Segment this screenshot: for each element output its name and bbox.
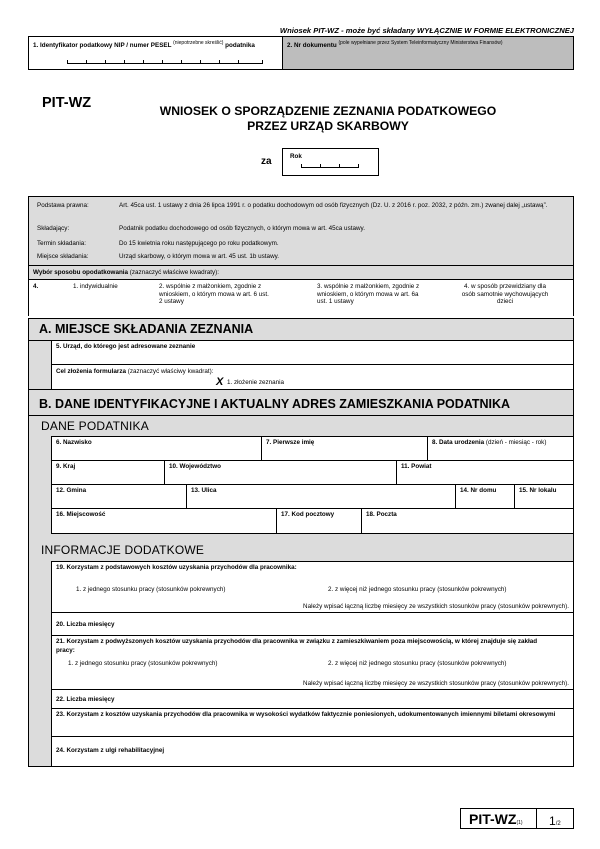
termin-label: Termin składania:	[37, 240, 86, 247]
field-city-label: 16. Miejscowość	[56, 511, 106, 518]
footer-code: PIT-WZ	[469, 811, 517, 827]
section-b-title: B. DANE IDENTYFIKACYJNE I AKTUALNY ADRES ZAMIESZKANIA PODATNIKA	[39, 397, 511, 411]
footer-version: (1)	[516, 820, 523, 826]
increased-costs-months-note: Należy wpisać łączną liczbę miesięcy ze wszystkich stosunków pracy (stosunków pokrewnych).	[303, 680, 569, 687]
field-country-label: 9. Kraj	[56, 463, 76, 470]
field-postal-code[interactable]	[276, 508, 362, 534]
top-note: Wniosek PIT-WZ - może być składany WYŁĄCZNIE W FORMIE ELEKTRONICZNEJ	[279, 26, 574, 35]
taxation-choice-block	[28, 265, 574, 316]
purpose-field	[51, 364, 574, 390]
field-actual-costs-label: 23. Korzystam z kosztów uzyskania przychodów dla pracownika w wysokości wydatków faktycznie poniesionych, udokumentowanych imiennymi biletami okresowymi	[56, 711, 556, 718]
basic-costs-months-note: Należy wpisać łączną liczbę miesięcy ze wszystkich stosunków pracy (stosunków pokrewnych).	[303, 603, 569, 610]
field-months-22[interactable]	[51, 689, 574, 709]
footer-page-total: /2	[555, 821, 561, 827]
miejsce-label: Miejsce składania:	[37, 253, 89, 260]
field-rehabilitation-relief-label: 24. Korzystam z ulgi rehabilitacyjnej	[56, 747, 165, 754]
field-municipality[interactable]	[51, 484, 187, 509]
field-months-20[interactable]	[51, 612, 574, 636]
year-field[interactable]	[282, 148, 379, 176]
field-first-name[interactable]	[261, 436, 428, 461]
field-basic-costs[interactable]	[51, 561, 574, 613]
taxation-option-2[interactable]: 2. wspólnie z małżonkiem, zgodnie z wnioskiem, o którym mowa w art. 6 ust. 2 ustawy	[159, 283, 269, 305]
footer-page-number	[536, 808, 574, 829]
field-rehabilitation-relief[interactable]	[51, 736, 574, 767]
info-block	[28, 196, 574, 266]
field-first-name-label: 7. Pierwsze imię	[266, 439, 315, 446]
field-county[interactable]	[396, 460, 574, 485]
section-a-title: A. MIEJSCE SKŁADANIA ZEZNANIA	[39, 322, 254, 336]
field-birth-date[interactable]	[427, 436, 574, 461]
field-identifier[interactable]	[28, 36, 283, 70]
field-street[interactable]	[186, 484, 456, 509]
taxation-field-num: 4.	[33, 283, 39, 290]
field-county-label: 11. Powiat	[401, 463, 432, 470]
field-surname[interactable]	[51, 436, 262, 461]
subsection-additional-info: INFORMACJE DODATKOWE	[41, 543, 205, 557]
field-office-label: 5. Urząd, do którego jest adresowane zeznanie	[56, 343, 196, 350]
podstawa-label: Podstawa prawna:	[37, 202, 89, 209]
field-birth-date-label: 8. Data urodzenia	[432, 439, 485, 446]
basic-costs-option-2[interactable]: 2. z więcej niż jednego stosunku pracy (stosunków pokrewnych)	[328, 586, 507, 593]
year-tick-marks	[301, 163, 359, 168]
taxation-choice-label: Wybór sposobu opodatkowania	[33, 269, 129, 276]
taxation-choice-note: (zaznaczyć właściwe kwadraty):	[129, 269, 220, 276]
field-post-office-label: 18. Poczta	[366, 511, 397, 518]
field-office[interactable]	[51, 340, 574, 365]
field-municipality-label: 12. Gmina	[56, 487, 87, 494]
section-a	[28, 318, 574, 390]
section-b	[28, 389, 574, 767]
skladajacy-label: Składający:	[37, 225, 70, 232]
field-months-20-label: 20. Liczba miesięcy	[56, 621, 115, 628]
field-basic-costs-label: 19. Korzystam z podstawowych kosztów uzyskania przychodów dla pracownika:	[56, 564, 297, 571]
field-increased-costs[interactable]	[51, 635, 574, 690]
year-label: Rok	[290, 153, 302, 160]
taxation-option-4[interactable]: 4. w sposób przewidziany dla osób samotnie wychowujących dzieci	[461, 283, 549, 305]
field-house-number-label: 14. Nr domu	[460, 487, 497, 494]
field-house-number[interactable]	[455, 484, 515, 509]
field-post-office[interactable]	[361, 508, 574, 534]
field-voivodeship-label: 10. Województwo	[169, 463, 222, 470]
field-postal-code-label: 17. Kod pocztowy	[281, 511, 335, 518]
footer-form-code	[460, 808, 537, 829]
subsection-taxpayer-data: DANE PODATNIKA	[41, 419, 149, 433]
form-title-line1: WNIOSEK O SPORZĄDZENIE ZEZNANIA PODATKOWEGO	[159, 104, 497, 118]
form-title-line2: PRZEZ URZĄD SKARBOWY	[247, 119, 409, 133]
field-city[interactable]	[51, 508, 277, 534]
field-document-note: (pole wypełniane przez System Teleinformatyczny Ministerstwa Finansów)	[338, 40, 503, 46]
field-apartment-number-label: 15. Nr lokalu	[519, 487, 557, 494]
termin-text: Do 15 kwietnia roku następującego po roku podatkowym.	[119, 240, 279, 247]
form-code: PIT-WZ	[42, 95, 92, 111]
purpose-label: Cel złożenia formularza	[56, 368, 126, 375]
field-country[interactable]	[51, 460, 165, 485]
identifier-tick-marks	[67, 59, 263, 64]
skladajacy-text: Podatnik podatku dochodowego od osób fizycznych, o którym mowa w art. 45ca ustawy.	[119, 225, 365, 232]
field-months-22-label: 22. Liczba miesięcy	[56, 696, 115, 703]
taxation-options	[29, 279, 573, 317]
field-birth-date-note: (dzień - miesiąc - rok)	[485, 439, 547, 446]
purpose-checkmark[interactable]: X	[216, 376, 224, 388]
field-identifier-note: (niepotrzebne skreślić)	[173, 40, 224, 46]
field-identifier-suffix: podatnika	[225, 42, 255, 50]
increased-costs-option-2[interactable]: 2. z więcej niż jednego stosunku pracy (stosunków pokrewnych)	[328, 660, 507, 667]
field-voivodeship[interactable]	[164, 460, 397, 485]
field-actual-costs[interactable]	[51, 708, 574, 737]
field-identifier-label: 1. Identyfikator podatkowy NIP / numer PESEL	[33, 42, 172, 50]
footer-page: 1	[549, 814, 556, 828]
podstawa-text: Art. 45ca ust. 1 ustawy z dnia 26 lipca 1991 r. o podatku dochodowym od osób fizycznych (Dz. U. z 2016 r. poz. 2032, z późn. zm.) zwanej dalej „ustawą”.	[119, 202, 548, 209]
field-surname-label: 6. Nazwisko	[56, 439, 92, 446]
field-document-label: 2. Nr dokumentu	[287, 42, 337, 50]
basic-costs-option-1[interactable]: 1. z jednego stosunku pracy (stosunków pokrewnych)	[76, 586, 226, 593]
taxation-option-3[interactable]: 3. wspólnie z małżonkiem, zgodnie z wnioskiem, o którym mowa w art. 6a ust. 1 ustawy	[317, 283, 420, 305]
za-label: za	[261, 156, 272, 167]
purpose-option: 1. złożenie zeznania	[227, 379, 285, 386]
field-increased-costs-label: 21. Korzystam z podwyższonych kosztów uzyskania przychodów dla pracownika w związku z zamieszkiwaniem poza miejscowością, w której znajduje się zakład pracy:	[56, 638, 538, 654]
field-document-number	[282, 36, 574, 70]
increased-costs-option-1[interactable]: 1. z jednego stosunku pracy (stosunków pokrewnych)	[68, 660, 218, 667]
field-street-label: 13. Ulica	[191, 487, 217, 494]
miejsce-text: Urząd skarbowy, o którym mowa w art. 45 ust. 1b ustawy.	[119, 253, 280, 260]
field-apartment-number[interactable]	[514, 484, 574, 509]
purpose-note: (zaznaczyć właściwy kwadrat):	[127, 368, 214, 375]
taxation-option-1[interactable]: 1. indywidualnie	[73, 283, 118, 290]
